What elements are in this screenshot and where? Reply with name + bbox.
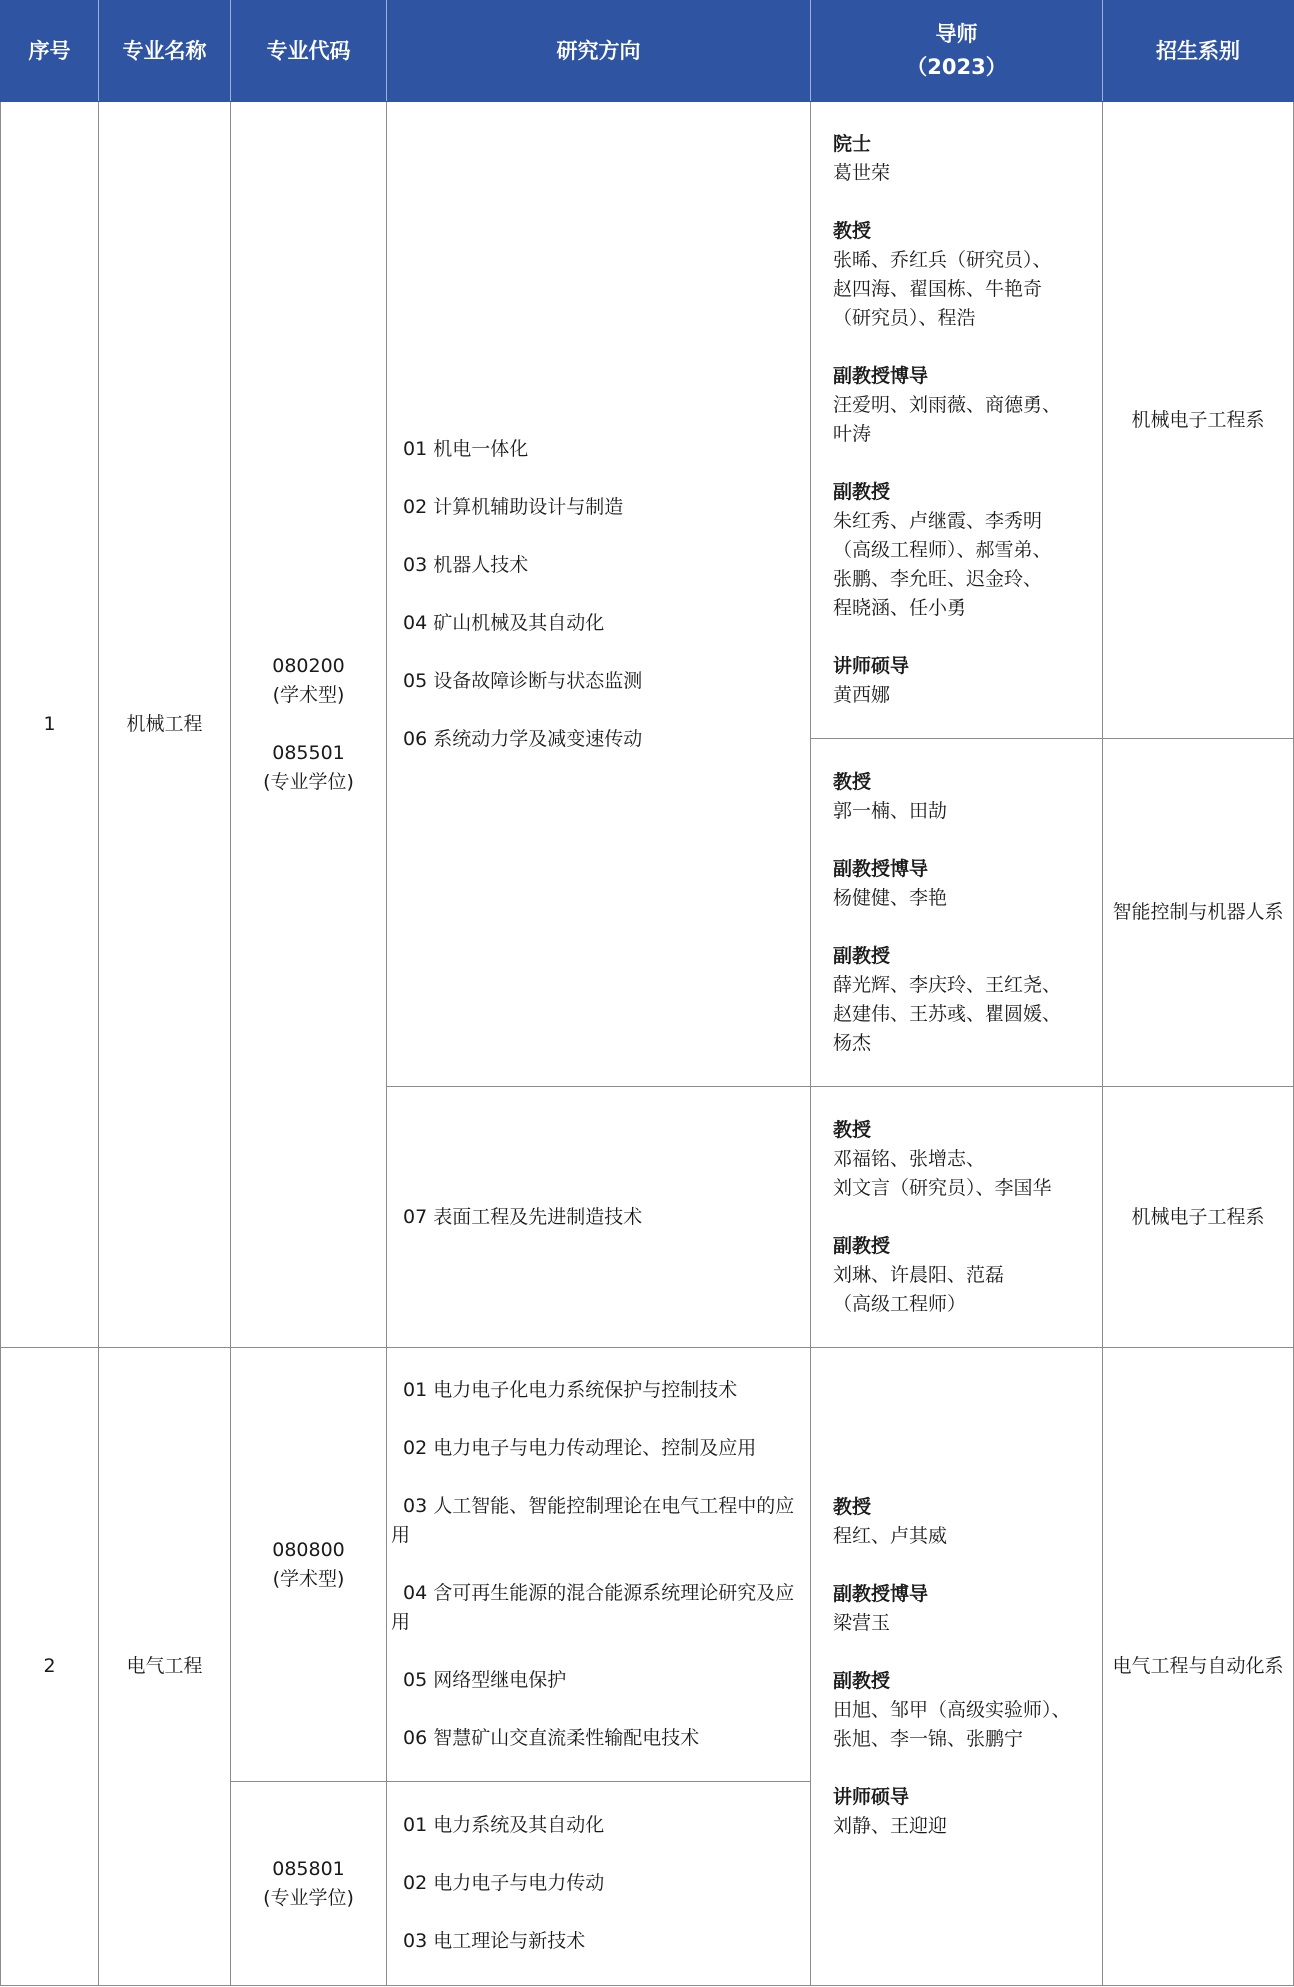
direction-item: 02 电力电子与电力传动 [403, 1872, 605, 1894]
advisor-group [833, 768, 1086, 826]
direction-item: 05 网络型继电保护 [403, 1669, 567, 1691]
advisor-names: 郭一楠、田劼 [833, 799, 948, 822]
direction-item: 06 系统动力学及减变速传动 [403, 727, 643, 750]
advisor-cell [811, 102, 1103, 739]
advisor-group [833, 1116, 1086, 1203]
header-research: 研究方向 [387, 1, 811, 102]
research-directions [387, 1782, 811, 1986]
advisor-names: 杨健健、李艳 [833, 886, 948, 909]
major-codes [231, 102, 387, 1348]
advisor-group-title: 讲师硕导 [833, 655, 910, 677]
advisor-names: 黄西娜 [833, 684, 891, 706]
advisor-names: 梁营玉 [833, 1611, 891, 1634]
code-block [231, 1536, 386, 1594]
advisor-names: 赵四海、翟国栋、牛艳奇 [833, 278, 1043, 300]
department-cell: 机械电子工程系 [1103, 1087, 1294, 1348]
code-block [231, 652, 386, 710]
advisor-names: 汪爱明、刘雨薇、商德勇、 [833, 394, 1062, 416]
advisor-names: 赵建伟、王苏彧、瞿圆媛、 [833, 1002, 1062, 1025]
code-block [231, 1855, 386, 1913]
research-directions [387, 1348, 811, 1782]
direction-item: 02 计算机辅助设计与制造 [403, 495, 624, 518]
advisor-names: 杨杰 [833, 1031, 872, 1054]
advisor-names: 程红、卢其威 [833, 1524, 948, 1547]
major-name: 电气工程 [99, 1348, 231, 1986]
direction-item: 04 含可再生能源的混合能源系统理论研究及应用 [391, 1582, 795, 1633]
advisor-names: 田旭、邹甲（高级实验师）、 [833, 1698, 1071, 1721]
direction-item: 03 机器人技术 [403, 553, 529, 576]
direction-item: 01 机电一体化 [403, 437, 529, 460]
advisor-names: 刘静、王迎迎 [833, 1814, 948, 1837]
direction-item: 07 表面工程及先进制造技术 [403, 1205, 643, 1228]
advisor-group [833, 855, 1086, 913]
direction-item: 01 电力系统及其自动化 [403, 1814, 605, 1836]
major-code: 080200 [272, 655, 345, 677]
advisor-group [833, 942, 1086, 1058]
direction-item: 03 电工理论与新技术 [403, 1930, 586, 1952]
direction-item: 04 矿山机械及其自动化 [403, 611, 605, 634]
major-code-type: (学术型) [272, 684, 345, 706]
major-code-type: (专业学位) [263, 1886, 354, 1909]
advisor-group-title: 副教授 [833, 481, 891, 503]
advisor-group [833, 652, 1086, 710]
table-row [1, 1348, 1294, 1782]
major-code-type: (学术型) [272, 1567, 345, 1590]
major-code-type: (专业学位) [263, 771, 354, 793]
direction-list [391, 1376, 804, 1753]
direction-list [391, 1811, 804, 1956]
direction-item: 01 电力电子化电力系统保护与控制技术 [403, 1379, 738, 1401]
direction-item: 03 人工智能、智能控制理论在电气工程中的应用 [391, 1495, 795, 1546]
major-index: 2 [1, 1348, 99, 1986]
direction-item: 06 智慧矿山交直流柔性输配电技术 [403, 1727, 700, 1749]
advisor-group-title: 副教授 [833, 1234, 891, 1257]
major-index: 1 [1, 102, 99, 1348]
major-codes [231, 1348, 387, 1782]
advisor-group-title: 副教授 [833, 1669, 891, 1692]
advisor-group [833, 362, 1086, 449]
advisor-names: 张鹏、李允旺、迟金玲、 [833, 568, 1043, 590]
advisor-group [833, 1667, 1086, 1754]
table-row [1, 102, 1294, 739]
research-directions [387, 1087, 811, 1348]
advisor-group-title: 院士 [833, 133, 872, 155]
advisor-names: （研究员）、程浩 [833, 307, 976, 329]
advisor-names: 薛光辉、李庆玲、王红尧、 [833, 973, 1062, 996]
advisor-group-title: 教授 [833, 770, 872, 793]
advisor-group-title: 教授 [833, 1118, 872, 1141]
advisor-names: 朱红秀、卢继霞、李秀明 [833, 510, 1043, 532]
advisor-group-title: 教授 [833, 220, 872, 242]
advisor-names: 刘文言（研究员）、李国华 [833, 1176, 1052, 1199]
advisor-names: （高级工程师） [833, 1292, 967, 1315]
advisor-group-title: 副教授博导 [833, 365, 929, 387]
advisor-group [833, 1232, 1086, 1319]
advisor-names: 葛世荣 [833, 162, 891, 184]
direction-item: 05 设备故障诊断与状态监测 [403, 669, 643, 692]
department-cell: 智能控制与机器人系 [1103, 739, 1294, 1087]
major-code: 085501 [272, 742, 345, 764]
advisor-cell [811, 739, 1103, 1087]
header-advisor-line2: （2023） [906, 55, 1007, 79]
advisor-names: 叶涛 [833, 423, 872, 445]
code-block [231, 739, 386, 797]
advisor-names: 邓福铭、张增志、 [833, 1147, 986, 1170]
header-advisor-line1: 导师 [935, 22, 978, 46]
advisor-group-title: 教授 [833, 1495, 872, 1518]
major-code: 080800 [272, 1538, 345, 1561]
direction-item: 02 电力电子与电力传动理论、控制及应用 [403, 1437, 757, 1459]
header-major-name: 专业名称 [99, 1, 231, 102]
advisor-names: （高级工程师）、郝雪弟、 [833, 539, 1052, 561]
advisor-group [833, 217, 1086, 333]
advisor-names: 张旭、李一锦、张鹏宁 [833, 1727, 1024, 1750]
advisor-group-title: 副教授博导 [833, 857, 929, 880]
advisor-group [833, 1493, 1086, 1551]
advisor-group [833, 1580, 1086, 1638]
advisor-group-title: 副教授博导 [833, 1582, 929, 1605]
header-index: 序号 [1, 1, 99, 102]
advisor-names: 程晓涵、任小勇 [833, 597, 967, 619]
direction-list [391, 435, 804, 754]
advisor-names: 张晞、乔红兵（研究员）、 [833, 249, 1052, 271]
major-codes [231, 1782, 387, 1986]
advisor-group [833, 478, 1086, 623]
header-row [1, 1, 1294, 102]
header-major-code: 专业代码 [231, 1, 387, 102]
advisor-names: 刘琳、许晨阳、范磊 [833, 1263, 1005, 1286]
major-code: 085801 [272, 1857, 345, 1880]
advisor-cell [811, 1348, 1103, 1986]
advisor-group [833, 1783, 1086, 1841]
header-department: 招生系别 [1103, 1, 1294, 102]
advisor-group-title: 副教授 [833, 944, 891, 967]
major-name: 机械工程 [99, 102, 231, 1348]
header-advisor [811, 1, 1103, 102]
advisor-group-title: 讲师硕导 [833, 1785, 910, 1808]
department-cell: 机械电子工程系 [1103, 102, 1294, 739]
research-directions [387, 102, 811, 1087]
direction-list [391, 1203, 804, 1232]
advisor-cell [811, 1087, 1103, 1348]
advisor-group [833, 130, 1086, 188]
department-cell: 电气工程与自动化系 [1103, 1348, 1294, 1986]
